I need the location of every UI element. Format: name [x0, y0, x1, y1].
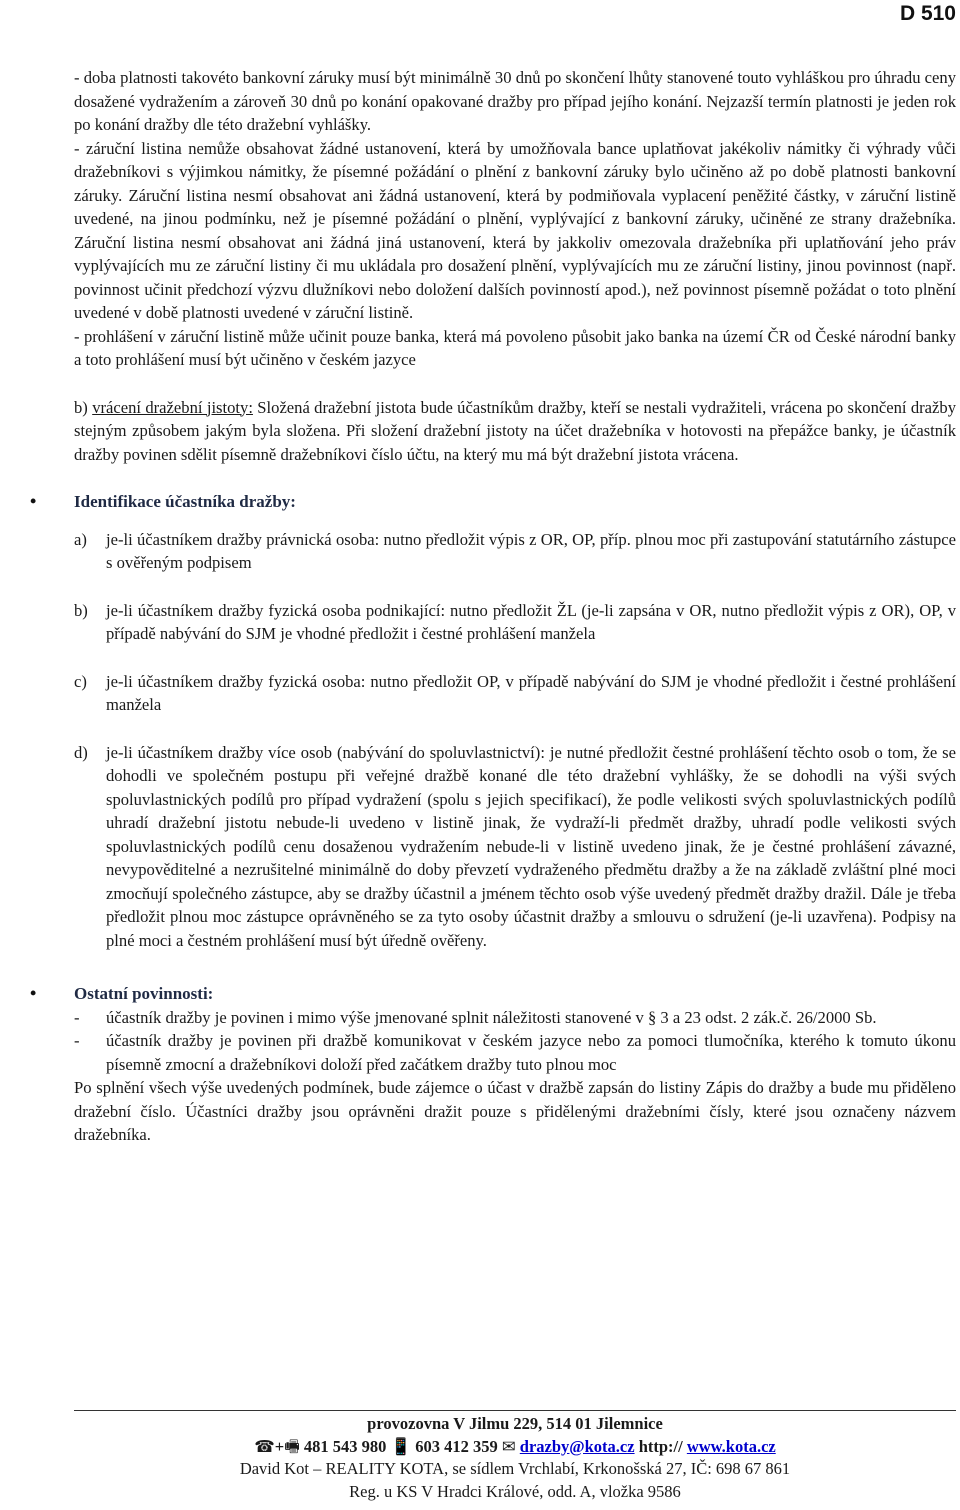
list-item: - účastník dražby je povinen i mimo výše jmenované splnit náležitosti stanovené v § 3 a 23 odst. 2 zák.č. 26/2000 Sb. [74, 1007, 877, 1027]
paragraph-bank-declaration: - prohlášení v záruční listině může učinit pouze banka, která má povoleno působit jako banka na území ČR od České národní banky a toto prohlášení musí být učiněno v českém jazyce [74, 326, 956, 369]
paragraph-validity: - doba platnosti takovéto bankovní záruky musí být minimálně 30 dnů po skončení lhůty stanovené touto vyhláškou pro úhradu ceny dosažené vydražením a zároveň 30 dnů po konání opakované dražby pro případ jejího konání. Nejzazší termín platnosti je jeden rok po konání dražby dle této dražební vyhlášky. [74, 68, 956, 134]
email-link[interactable]: drazby@kota.cz [519, 1436, 635, 1456]
page-footer [74, 1410, 956, 1503]
paragraph-closing: Po splnění všech výše uvedených podmínek, bude zájemce o účast v dražbě zapsán do listiny Zápis do dražby a bude mu přiděleno dražební číslo. Účastníci dražby jsou oprávněni dražit pouze s přidělenými dražebními čísly, které jsou označeny názvem dražebníka. [74, 1078, 956, 1144]
list-item: d) je-li účastníkem dražby více osob (nabývání do spoluvlastnictví): je nutné předložit čestné prohlášení těchto osob o tom, že se dohodli ve společném postupu při veřejné dražbě konané dle této dražební vyhlášky, že se dohodli na výši svých spoluvlastnických podílů pro případ vydražení (spolu s jejich specifikací), že podle velikosti svých spoluvlastnických podílů uhradí dražební jistotu nebude-li uvedeno v listině jinak, že vydraží-li předmět dražby, uhradí podle velikosti svých spoluvlastnických podílů cenu dosaženou vydražením nebude-li v listině uvedeno jinak, že je čestné prohlášení závazné, nevypověditelné a nezrušitelné minimálně do doby převzetí vydraženého předmětu dražby a že na základě zvláštní plné moci zmocňují společného zástupce, aby se dražby účastnil a jménem těchto osob výše uvedený předmět dražby dražil. Dále je třeba předložit plnou moc zástupce oprávněného se za tyto osoby účastnit dražby a smlouvu o sdružení (je-li uzavřena). Podpisy na plné moci a čestném prohlášení musí být úředně ověřeny. [74, 742, 956, 950]
footer-phone: 481 543 980 [299, 1436, 391, 1456]
list-item: c) je-li účastníkem dražby fyzická osoba: nutno předložit OP, v případě nabývání do SJM je vhodné předložit i čestné prohlášení manžela [74, 671, 956, 714]
mail-icon: ✉ [501, 1436, 516, 1456]
footer-contacts: ☎+🖷 481 543 980 📱 603 412 359 ✉ drazby@kota.cz http:// www.kota.cz [74, 1436, 956, 1459]
phone-icon: ☎ [254, 1436, 275, 1456]
paragraph-guarantee-terms: - záruční listina nemůže obsahovat žádné ustanovení, která by umožňovala bance uplatňovat jakékoliv námitky či výhrady vůči dražebníkovi s výjimkou námitky, že písemné požádání o plnění z bankovní záruky bylo učiněno až po době platnosti bankovní záruky. Záruční listina nesmí obsahovat ani žádná ustanovení, která by podmiňovala vyplacení peněžité částky, v záruční listině uvedené, na jinou podmínku, než je písemné požádání o plnění, vyplývající z bankovní záruky, učiněné ze strany dražebníka. Záruční listina nesmí obsahovat ani žádná jiná ustanovení, která by jakkoliv omezovala dražebníka při uplatňování jeho práv vyplývajících mu ze záruční listiny či mu ukládala pro dosažení plnění, vyplývajících mu ze záruční listiny, jinou povinnost (např. povinnost učinit předchozí výzvu dlužníkovi nebo doložení dalších povinností apod.), než povinnost písemně požádat o toto plnění uvedené v době platnosti uvedené v záruční listině. [74, 138, 956, 322]
fax-icon: 🖷 [284, 1436, 300, 1456]
list-item: a) je-li účastníkem dražby právnická osoba: nutno předložit výpis z OR, OP, příp. plnou moc při zastupování statutárního zástupce s ověřeným podpisem [74, 529, 956, 572]
footer-registry: Reg. u KS V Hradci Králové, odd. A, vložka 9586 [349, 1481, 681, 1501]
footer-company: David Kot – REALITY KOTA, se sídlem Vrchlabí, Krkonošská 27, IČ: 698 67 861 [239, 1459, 791, 1478]
mobile-icon: 📱 [390, 1436, 412, 1456]
deposit-refund-title: vrácení dražební jistoty: [92, 397, 253, 417]
footer-mobile: 603 412 359 [411, 1436, 502, 1456]
footer-address: provozovna V Jilmu 229, 514 01 Jilemnice [367, 1414, 663, 1433]
list-item: b) je-li účastníkem dražby fyzická osoba podnikající: nutno předložit ŽL (je-li zapsána v OR, nutno předložit výpis z OR), OP, v případě nabývání do SJM je vhodné předložit i čestné prohlášení manžela [74, 600, 956, 643]
bullet-icon: • [30, 491, 37, 511]
page-number: D 510 [899, 2, 956, 25]
document-body [30, 66, 957, 1147]
paragraph-deposit-refund: b) vrácení dražební jistoty: Složená dražební jistota bude účastníkům dražby, kteří se nestali vydražiteli, vrácena po skončení dražby stejným způsobem jakým byla složena. Při složení dražební jistoty na účet dražebníka v hotovosti na přepážce banky, je účastník dražby povinen sdělit písemně dražebníkovi číslo účtu, na který mu má být dražební jistota vrácena. [74, 397, 957, 464]
section-other-heading: • Ostatní povinnosti: [74, 982, 956, 1006]
bullet-icon: • [30, 983, 37, 1003]
website-link[interactable]: www.kota.cz [686, 1436, 776, 1456]
section-identification-heading: • Identifikace účastníka dražby: [74, 490, 956, 514]
list-item: - účastník dražby je povinen při dražbě komunikovat v českém jazyce nebo za pomoci tlumočníka, kterého k tomuto úkonu písemně zmocní a dražebníkovi doloží před začátkem dražby tuto plnou moc [74, 1031, 956, 1074]
footer-divider [74, 1410, 956, 1411]
